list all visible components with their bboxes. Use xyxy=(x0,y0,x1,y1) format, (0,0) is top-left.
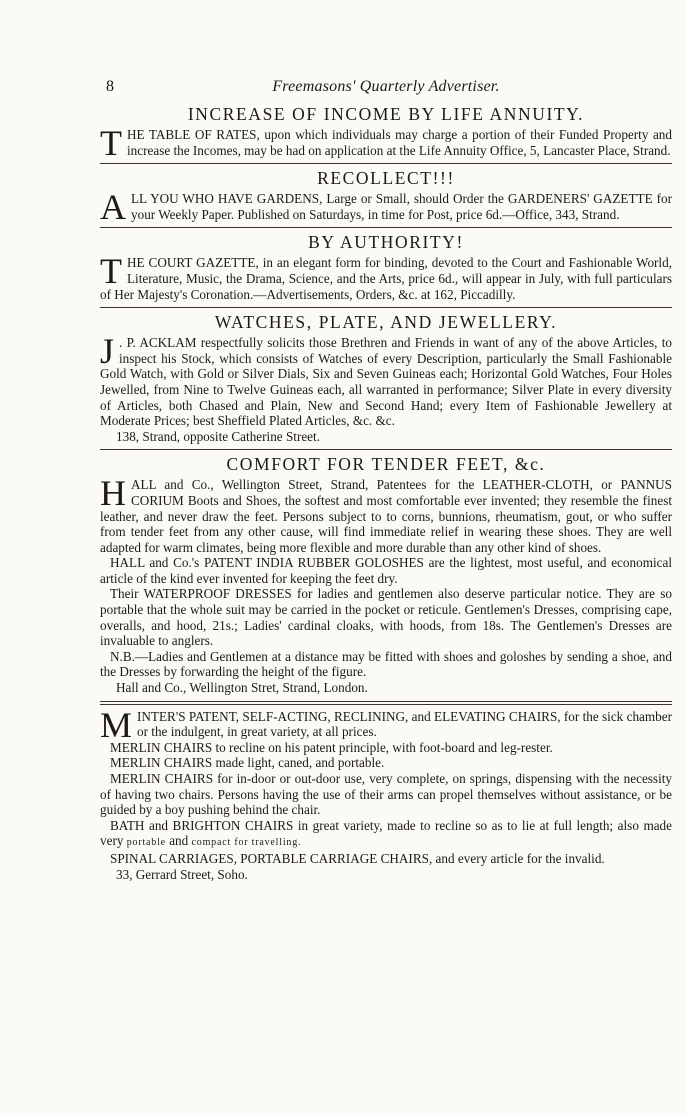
ad-paragraph: HALL and Co.'s PATENT INDIA RUBBER GOLOSHES are the lightest, most useful, and economical article of the kind ever invented for keeping the feet dry. xyxy=(100,555,672,586)
ad-paragraph: MERLIN CHAIRS made light, caned, and portable. xyxy=(110,755,385,771)
ad-body xyxy=(100,331,672,444)
ad-title: COMFORT FOR TENDER FEET, &c. xyxy=(226,454,546,475)
ad-address: Hall and Co., Wellington Stret, Strand, London. xyxy=(116,680,368,696)
ad-paragraph: . P. ACKLAM respectfully solicits those Brethren and Friends in want of any of the above Articles, to inspect his Stock, which consists of Watches of every Description, particularly the Small Fashionable Gold Watch, with Gold or Silver Dials, Six and Seven Guineas each; Horizontal Gold Watches, Four Holes Jewelled, from Nine to Twelve Guineas each, all warranted in performance; Silver Plate in every diversity of Articles, both Chased and Plain, New and Second Hand; every Item of Fashionable Jewellery at Moderate Prices; best Sheffield Plated Articles, &c. &c. xyxy=(100,335,672,429)
ad-paragraph: MERLIN CHAIRS for in-door or out-door use, very complete, on springs, dispensing with the necessity of having two chairs. Persons having the use of their arms can propel themselves without assistance, or be guided by a boy pushing behind the chair. xyxy=(100,771,672,818)
dropcap: H xyxy=(100,473,126,514)
ad-body xyxy=(100,251,672,302)
ad-text: BATH and BRIGHTON CHAIRS in great variety, made to recline so as to lie at full length; also made very xyxy=(100,817,672,849)
ad-title: WATCHES, PLATE, AND JEWELLERY. xyxy=(214,312,558,333)
dropcap: T xyxy=(100,251,122,292)
ad-body xyxy=(100,704,672,883)
ad-address: 33, Gerrard Street, Soho. xyxy=(116,866,248,882)
ad-court-gazette xyxy=(100,232,672,302)
ad-paragraph: N.B.—Ladies and Gentlemen at a distance may be fitted with shoes and goloshes by sending a shoe, and the Dresses by forwarding the height of the figure. xyxy=(100,648,672,680)
running-head xyxy=(100,74,672,100)
page xyxy=(100,74,672,882)
ad-life-annuity xyxy=(100,104,672,163)
dropcap: T xyxy=(100,123,122,163)
ad-paragraph: LL YOU WHO HAVE GARDENS, Large or Small, should Order the GARDENERS' GAZETTE for your Weekly Paper. Published on Saturdays, in time for Post, price 6d.—Office, 343, Strand. xyxy=(131,191,672,222)
dropcap: M xyxy=(100,704,133,745)
divider xyxy=(100,307,672,308)
ad-paragraph: HE COURT GAZETTE, in an elegant form for binding, devoted to the Court and Fashionable World, Literature, Music, the Drama, Science, and the Arts, price 6d., will appear in July, with full particulars of Her Majesty's Coronation.—Advertisements, Orders, &c. at 162, Piccadilly. xyxy=(100,255,672,302)
ad-watches xyxy=(100,312,672,444)
divider xyxy=(100,163,672,164)
divider xyxy=(100,701,672,705)
ad-paragraph: Their WATERPROOF DRESSES for ladies and gentlemen also deserve particular notice. They are so portable that the whole suit may be carried in the pocket or reticule. Gentlemen's Dresses, comprising cape, overalls, and hood, 21s.; Ladies' cardinal cloaks, with hoods, from 18s. The Gentlemen's Dresses are invaluable to anglers. xyxy=(100,586,672,649)
ad-tender-feet xyxy=(100,454,672,695)
ad-body xyxy=(100,473,672,696)
ad-minter-chairs xyxy=(100,704,672,883)
ad-paragraph xyxy=(100,818,672,851)
dropcap: A xyxy=(100,187,126,228)
running-title: Freemasons' Quarterly Advertiser. xyxy=(272,78,500,95)
ad-title: RECOLLECT!!! xyxy=(317,168,455,189)
ad-text-caps: portable xyxy=(126,837,166,849)
ad-recollect xyxy=(100,168,672,228)
ad-address: 138, Strand, opposite Catherine Street. xyxy=(116,428,321,444)
divider xyxy=(100,449,672,450)
divider xyxy=(100,227,672,228)
ad-paragraph: SPINAL CARRIAGES, PORTABLE CARRIAGE CHAIRS, and every article for the invalid. xyxy=(110,850,605,866)
ad-text-caps: compact for travelling. xyxy=(191,837,302,849)
ad-paragraph: INTER'S PATENT, SELF-ACTING, RECLINING, and ELEVATING CHAIRS, for the sick chamber or the indulgent, in great variety, at all prices. xyxy=(137,708,672,740)
ad-title: BY AUTHORITY! xyxy=(308,232,464,253)
page-number: 8 xyxy=(106,78,114,95)
ad-text: and xyxy=(169,833,189,849)
ad-paragraph: HE TABLE OF RATES, upon which individuals may charge a portion of their Funded Property and increase the Incomes, may be had on application at the Life Annuity Office, 5, Lancaster Place, Strand. xyxy=(127,127,672,158)
ad-body xyxy=(100,123,672,163)
ad-paragraph: ALL and Co., Wellington Street, Strand, Patentees for the LEATHER-CLOTH, or PANNUS CORIUM Boots and Shoes, the softest and most comfortable ever invented; they resemble the finest leather, and never draw the feet. Persons subject to to corns, bunnions, rheumatism, gout, or who suffer from tender feet from any other cause, will find immediate relief in wearing these shoes. They are well adapted for warm climates, being more flexible and more durable than any other kind of shoes. xyxy=(100,477,672,555)
ad-body xyxy=(100,187,672,228)
dropcap: J xyxy=(100,331,115,372)
ad-title: INCREASE OF INCOME BY LIFE ANNUITY. xyxy=(187,104,585,124)
ad-paragraph: MERLIN CHAIRS to recline on his patent principle, with foot-board and leg-rester. xyxy=(110,739,553,755)
